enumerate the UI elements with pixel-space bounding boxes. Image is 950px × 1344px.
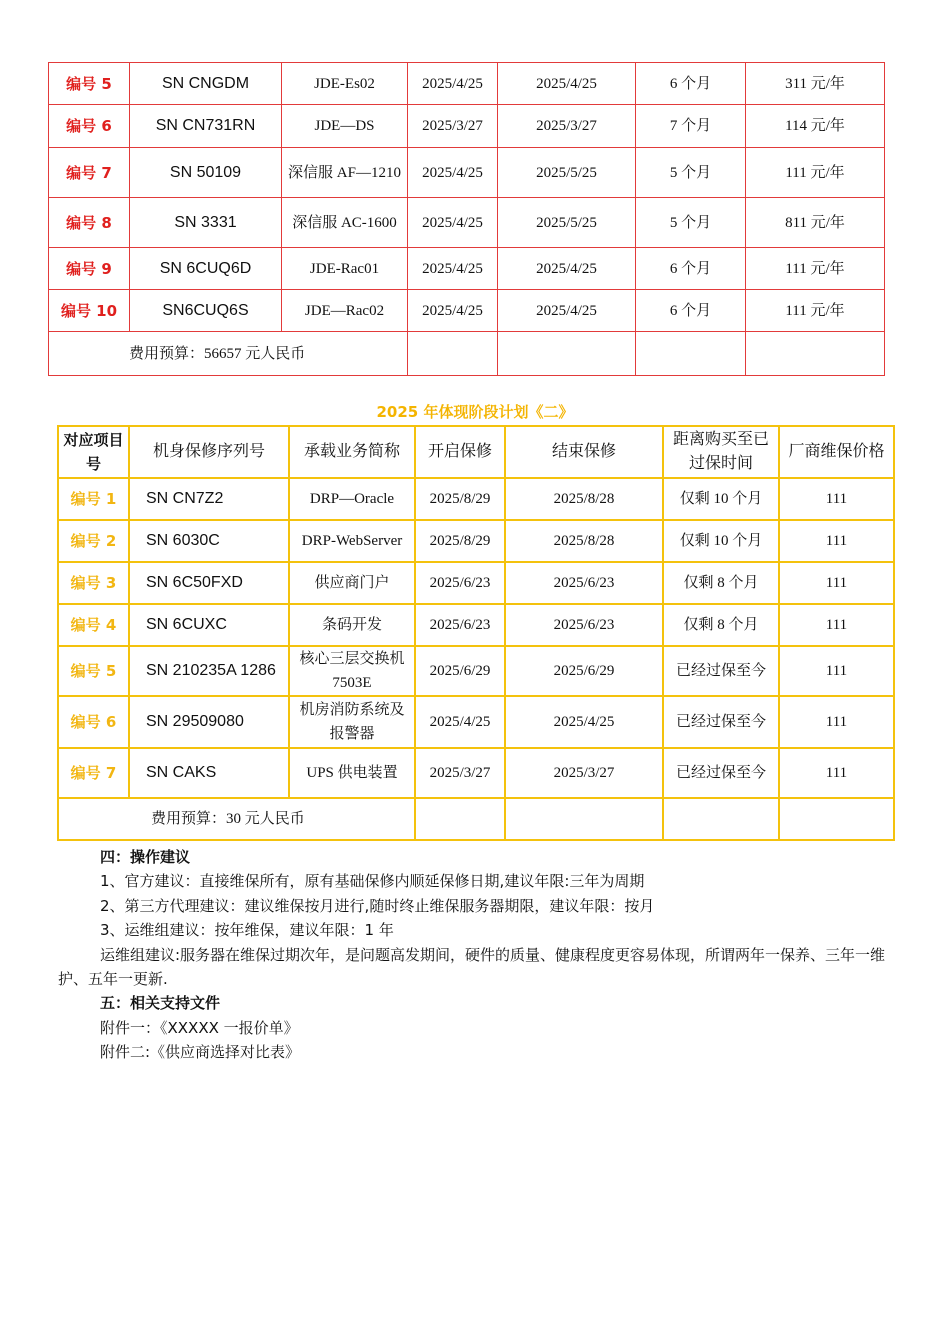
maintenance-price: 111 元/年: [746, 290, 885, 332]
serial-number: SN 6CUQ6D: [130, 248, 282, 290]
elapsed-time: 5 个月: [636, 148, 746, 198]
maintenance-price: 111: [779, 748, 894, 798]
empty-cell: [636, 332, 746, 376]
section-title: 2025 年体现阶段计划《二》: [376, 403, 574, 421]
item-number: 编号 10: [49, 290, 130, 332]
table-row: [58, 696, 894, 748]
table-row: [58, 646, 894, 696]
header-item-number: 对应项目号: [58, 426, 129, 478]
item-number: 编号 7: [49, 148, 130, 198]
budget-text: 费用预算：56657 元人民币: [49, 332, 408, 376]
budget-row: [58, 798, 894, 840]
elapsed-time: 已经过保至今: [663, 646, 779, 696]
warranty-start: 2025/6/23: [415, 562, 505, 604]
business-name: 机房消防系统及报警器: [289, 696, 415, 748]
item-number: 编号 8: [49, 198, 130, 248]
business-name: JDE-Rac01: [282, 248, 408, 290]
warranty-start: 2025/4/25: [408, 148, 498, 198]
table-row: [49, 63, 885, 105]
maintenance-price: 111: [779, 562, 894, 604]
item-number: 编号 5: [49, 63, 130, 105]
warranty-start: 2025/8/29: [415, 478, 505, 520]
serial-number: SN CAKS: [129, 748, 289, 798]
maintenance-table-2: [57, 425, 895, 841]
empty-cell: [505, 798, 663, 840]
header-elapsed-time: 距离购买至已过保时间: [663, 426, 779, 478]
recommendation-item: 1、官方建议：直接维保所有，原有基础保修内顺延保修日期,建议年限:三年为周期: [100, 872, 645, 891]
header-warranty-start: 开启保修: [415, 426, 505, 478]
maintenance-price: 111 元/年: [746, 248, 885, 290]
warranty-end: 2025/3/27: [498, 105, 636, 148]
attachment-item: 附件二:《供应商选择对比表》: [100, 1043, 301, 1062]
empty-cell: [498, 332, 636, 376]
serial-number: SN 210235A 1286: [129, 646, 289, 696]
business-name: 深信服 AC-1600: [282, 198, 408, 248]
maintenance-price: 311 元/年: [746, 63, 885, 105]
item-number: 编号 4: [58, 604, 129, 646]
empty-cell: [746, 332, 885, 376]
business-name: JDE-Es02: [282, 63, 408, 105]
table-row: [49, 105, 885, 148]
table-row: [58, 562, 894, 604]
warranty-start: 2025/4/25: [408, 198, 498, 248]
warranty-end: 2025/4/25: [498, 63, 636, 105]
warranty-end: 2025/8/28: [505, 478, 663, 520]
serial-number: SN 3331: [130, 198, 282, 248]
table-row: [49, 248, 885, 290]
serial-number: SN 6030C: [129, 520, 289, 562]
empty-cell: [415, 798, 505, 840]
maintenance-price: 111: [779, 696, 894, 748]
warranty-end: 2025/3/27: [505, 748, 663, 798]
header-business-name: 承载业务简称: [289, 426, 415, 478]
empty-cell: [779, 798, 894, 840]
elapsed-time: 6 个月: [636, 290, 746, 332]
table-row: [58, 748, 894, 798]
item-number: 编号 6: [49, 105, 130, 148]
maintenance-table-1: [48, 62, 885, 376]
business-name: DRP—Oracle: [289, 478, 415, 520]
item-number: 编号 1: [58, 478, 129, 520]
empty-cell: [408, 332, 498, 376]
warranty-end: 2025/4/25: [505, 696, 663, 748]
elapsed-time: 已经过保至今: [663, 748, 779, 798]
elapsed-time: 6 个月: [636, 63, 746, 105]
serial-number: SN CNGDM: [130, 63, 282, 105]
item-number: 编号 2: [58, 520, 129, 562]
item-number: 编号 9: [49, 248, 130, 290]
warranty-end: 2025/4/25: [498, 248, 636, 290]
table-row: [58, 604, 894, 646]
recommendation-item: 2、第三方代理建议：建议维保按月进行,随时终止维保服务器期限，建议年限：按月: [100, 896, 655, 915]
item-number: 编号 3: [58, 562, 129, 604]
warranty-end: 2025/6/23: [505, 562, 663, 604]
warranty-start: 2025/6/29: [415, 646, 505, 696]
warranty-end: 2025/8/28: [505, 520, 663, 562]
section4-heading: 四：操作建议: [100, 848, 191, 866]
section5-heading: 五：相关支持文件: [100, 994, 221, 1013]
business-name: JDE—Rac02: [282, 290, 408, 332]
elapsed-time: 仅剩 10 个月: [663, 520, 779, 562]
warranty-start: 2025/6/23: [415, 604, 505, 646]
business-name: 深信服 AF—1210: [282, 148, 408, 198]
warranty-end: 2025/6/23: [505, 604, 663, 646]
elapsed-time: 已经过保至今: [663, 696, 779, 748]
item-number: 编号 7: [58, 748, 129, 798]
maintenance-price: 111: [779, 520, 894, 562]
attachment-item: 附件一：《XXXXX 一报价单》: [100, 1018, 299, 1037]
elapsed-time: 7 个月: [636, 105, 746, 148]
business-name: DRP-WebServer: [289, 520, 415, 562]
warranty-start: 2025/8/29: [415, 520, 505, 562]
serial-number: SN 50109: [130, 148, 282, 198]
business-name: 核心三层交换机 7503E: [289, 646, 415, 696]
warranty-start: 2025/4/25: [408, 248, 498, 290]
warranty-end: 2025/5/25: [498, 198, 636, 248]
table-row: [49, 198, 885, 248]
budget-row: [49, 332, 885, 376]
elapsed-time: 仅剩 10 个月: [663, 478, 779, 520]
business-name: 供应商门户: [289, 562, 415, 604]
maintenance-price: 111 元/年: [746, 148, 885, 198]
table-row: [58, 478, 894, 520]
empty-cell: [663, 798, 779, 840]
budget-text: 费用预算：30 元人民币: [58, 798, 415, 840]
maintenance-price: 111: [779, 646, 894, 696]
item-number: 编号 6: [58, 696, 129, 748]
maintenance-price: 111: [779, 604, 894, 646]
serial-number: SN 6CUXC: [129, 604, 289, 646]
warranty-start: 2025/4/25: [415, 696, 505, 748]
table-row: [49, 148, 885, 198]
recommendation-item: 3、运维组建议：按年维保，建议年限：1 年: [100, 921, 394, 940]
maintenance-price: 114 元/年: [746, 105, 885, 148]
serial-number: SN CN7Z2: [129, 478, 289, 520]
warranty-end: 2025/5/25: [498, 148, 636, 198]
elapsed-time: 5 个月: [636, 198, 746, 248]
elapsed-time: 仅剩 8 个月: [663, 604, 779, 646]
warranty-start: 2025/3/27: [415, 748, 505, 798]
serial-number: SN6CUQ6S: [130, 290, 282, 332]
table-row: [49, 290, 885, 332]
maintenance-price: 111: [779, 478, 894, 520]
business-name: 条码开发: [289, 604, 415, 646]
table-row: [58, 520, 894, 562]
header-serial-number: 机身保修序列号: [129, 426, 289, 478]
warranty-start: 2025/4/25: [408, 290, 498, 332]
header-warranty-end: 结束保修: [505, 426, 663, 478]
warranty-end: 2025/6/29: [505, 646, 663, 696]
warranty-start: 2025/3/27: [408, 105, 498, 148]
warranty-end: 2025/4/25: [498, 290, 636, 332]
table-header-row: [58, 426, 894, 478]
item-number: 编号 5: [58, 646, 129, 696]
header-maintenance-price: 厂商维保价格: [779, 426, 894, 478]
business-name: UPS 供电装置: [289, 748, 415, 798]
ops-paragraph: 运维组建议:服务器在维保过期次年，是问题高发期间，硬件的质量、健康程度更容易体现，所谓两年一保养、三年一维护、五年一更新.: [58, 945, 886, 989]
recommendations-section: [58, 845, 908, 1065]
warranty-start: 2025/4/25: [408, 63, 498, 105]
serial-number: SN CN731RN: [130, 105, 282, 148]
maintenance-price: 811 元/年: [746, 198, 885, 248]
serial-number: SN 6C50FXD: [129, 562, 289, 604]
elapsed-time: 6 个月: [636, 248, 746, 290]
elapsed-time: 仅剩 8 个月: [663, 562, 779, 604]
business-name: JDE—DS: [282, 105, 408, 148]
serial-number: SN 29509080: [129, 696, 289, 748]
